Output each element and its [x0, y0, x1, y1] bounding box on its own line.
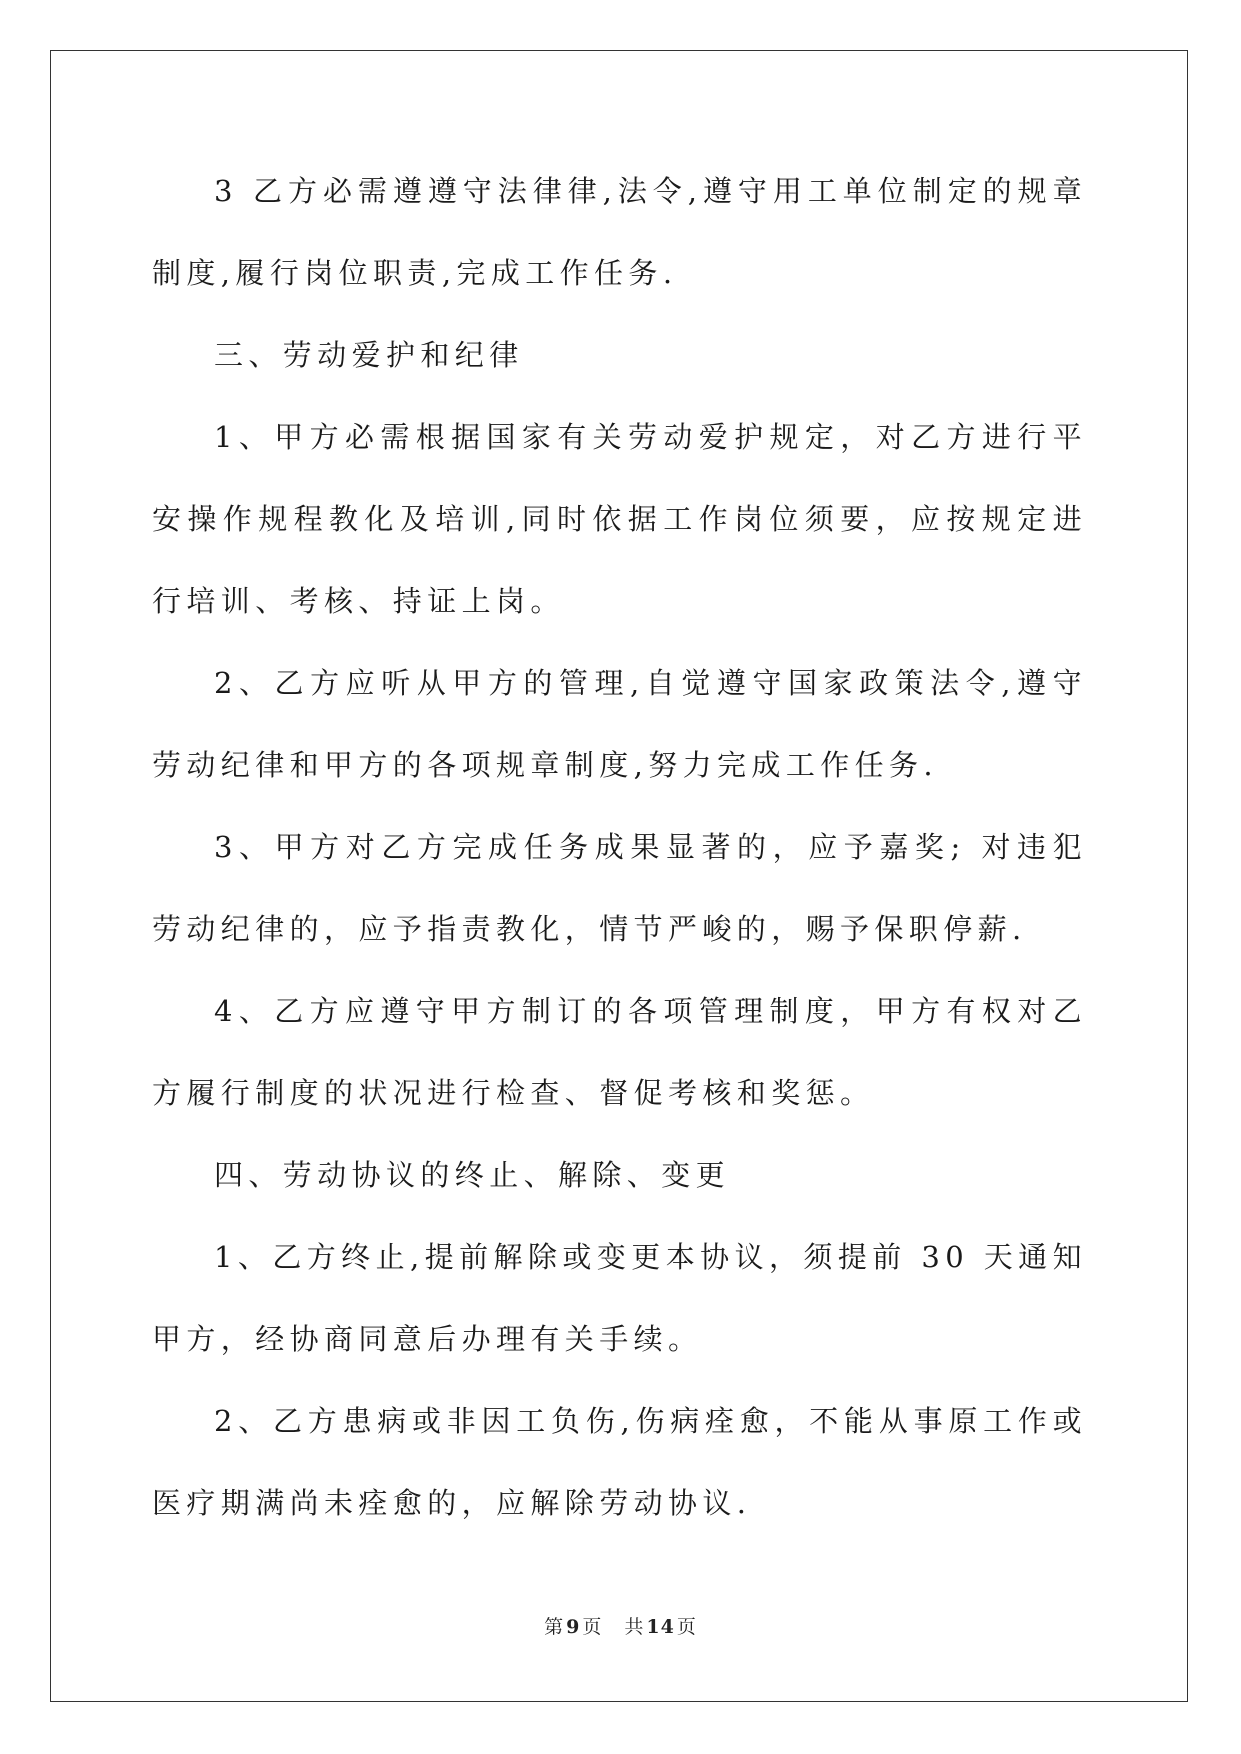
paragraph-4: 2、乙方应听从甲方的管理,自觉遵守国家政策法令,遵守劳动纪律和甲方的各项规章制度,努力完成工作任务. [152, 666, 1087, 782]
paragraph-6: 4、乙方应遵守甲方制订的各项管理制度，甲方有权对乙方履行制度的状况进行检查、督促考核和奖惩。 [152, 994, 1087, 1110]
section-heading-3: 三、劳动爱护和纪律 [214, 338, 524, 372]
footer-page-number: 9 [566, 1616, 581, 1638]
page-footer [0, 1612, 1241, 1639]
footer-page-unit: 页 [582, 1616, 603, 1638]
paragraph-1: 3 乙方必需遵遵守法律律,法令,遵守用工单位制定的规章制度,履行岗位职责,完成工作任务. [152, 174, 1087, 290]
paragraph-9: 2、乙方患病或非因工负伤,伤病痊愈，不能从事原工作或医疗期满尚未痊愈的，应解除劳动协议. [152, 1404, 1087, 1520]
paragraph-5: 3、甲方对乙方完成任务成果显著的，应予嘉奖; 对违犯劳动纪律的，应予指责教化，情节严峻的，赐予保职停薪. [152, 830, 1087, 946]
footer-total-unit: 页 [676, 1616, 697, 1638]
paragraph-8: 1、乙方终止,提前解除或变更本协议，须提前 30 天通知甲方，经协商同意后办理有关手续。 [152, 1240, 1087, 1356]
footer-total-pages: 14 [646, 1616, 675, 1638]
footer-total-prefix: 共 [624, 1616, 645, 1638]
footer-page-prefix: 第 [544, 1616, 565, 1638]
document-body [152, 150, 1087, 1544]
paragraph-3: 1、甲方必需根据国家有关劳动爱护规定，对乙方进行平安操作规程教化及培训,同时依据工作岗位须要，应按规定进行培训、考核、持证上岗。 [152, 420, 1087, 618]
section-heading-4: 四、劳动协议的终止、解除、变更 [214, 1158, 731, 1192]
